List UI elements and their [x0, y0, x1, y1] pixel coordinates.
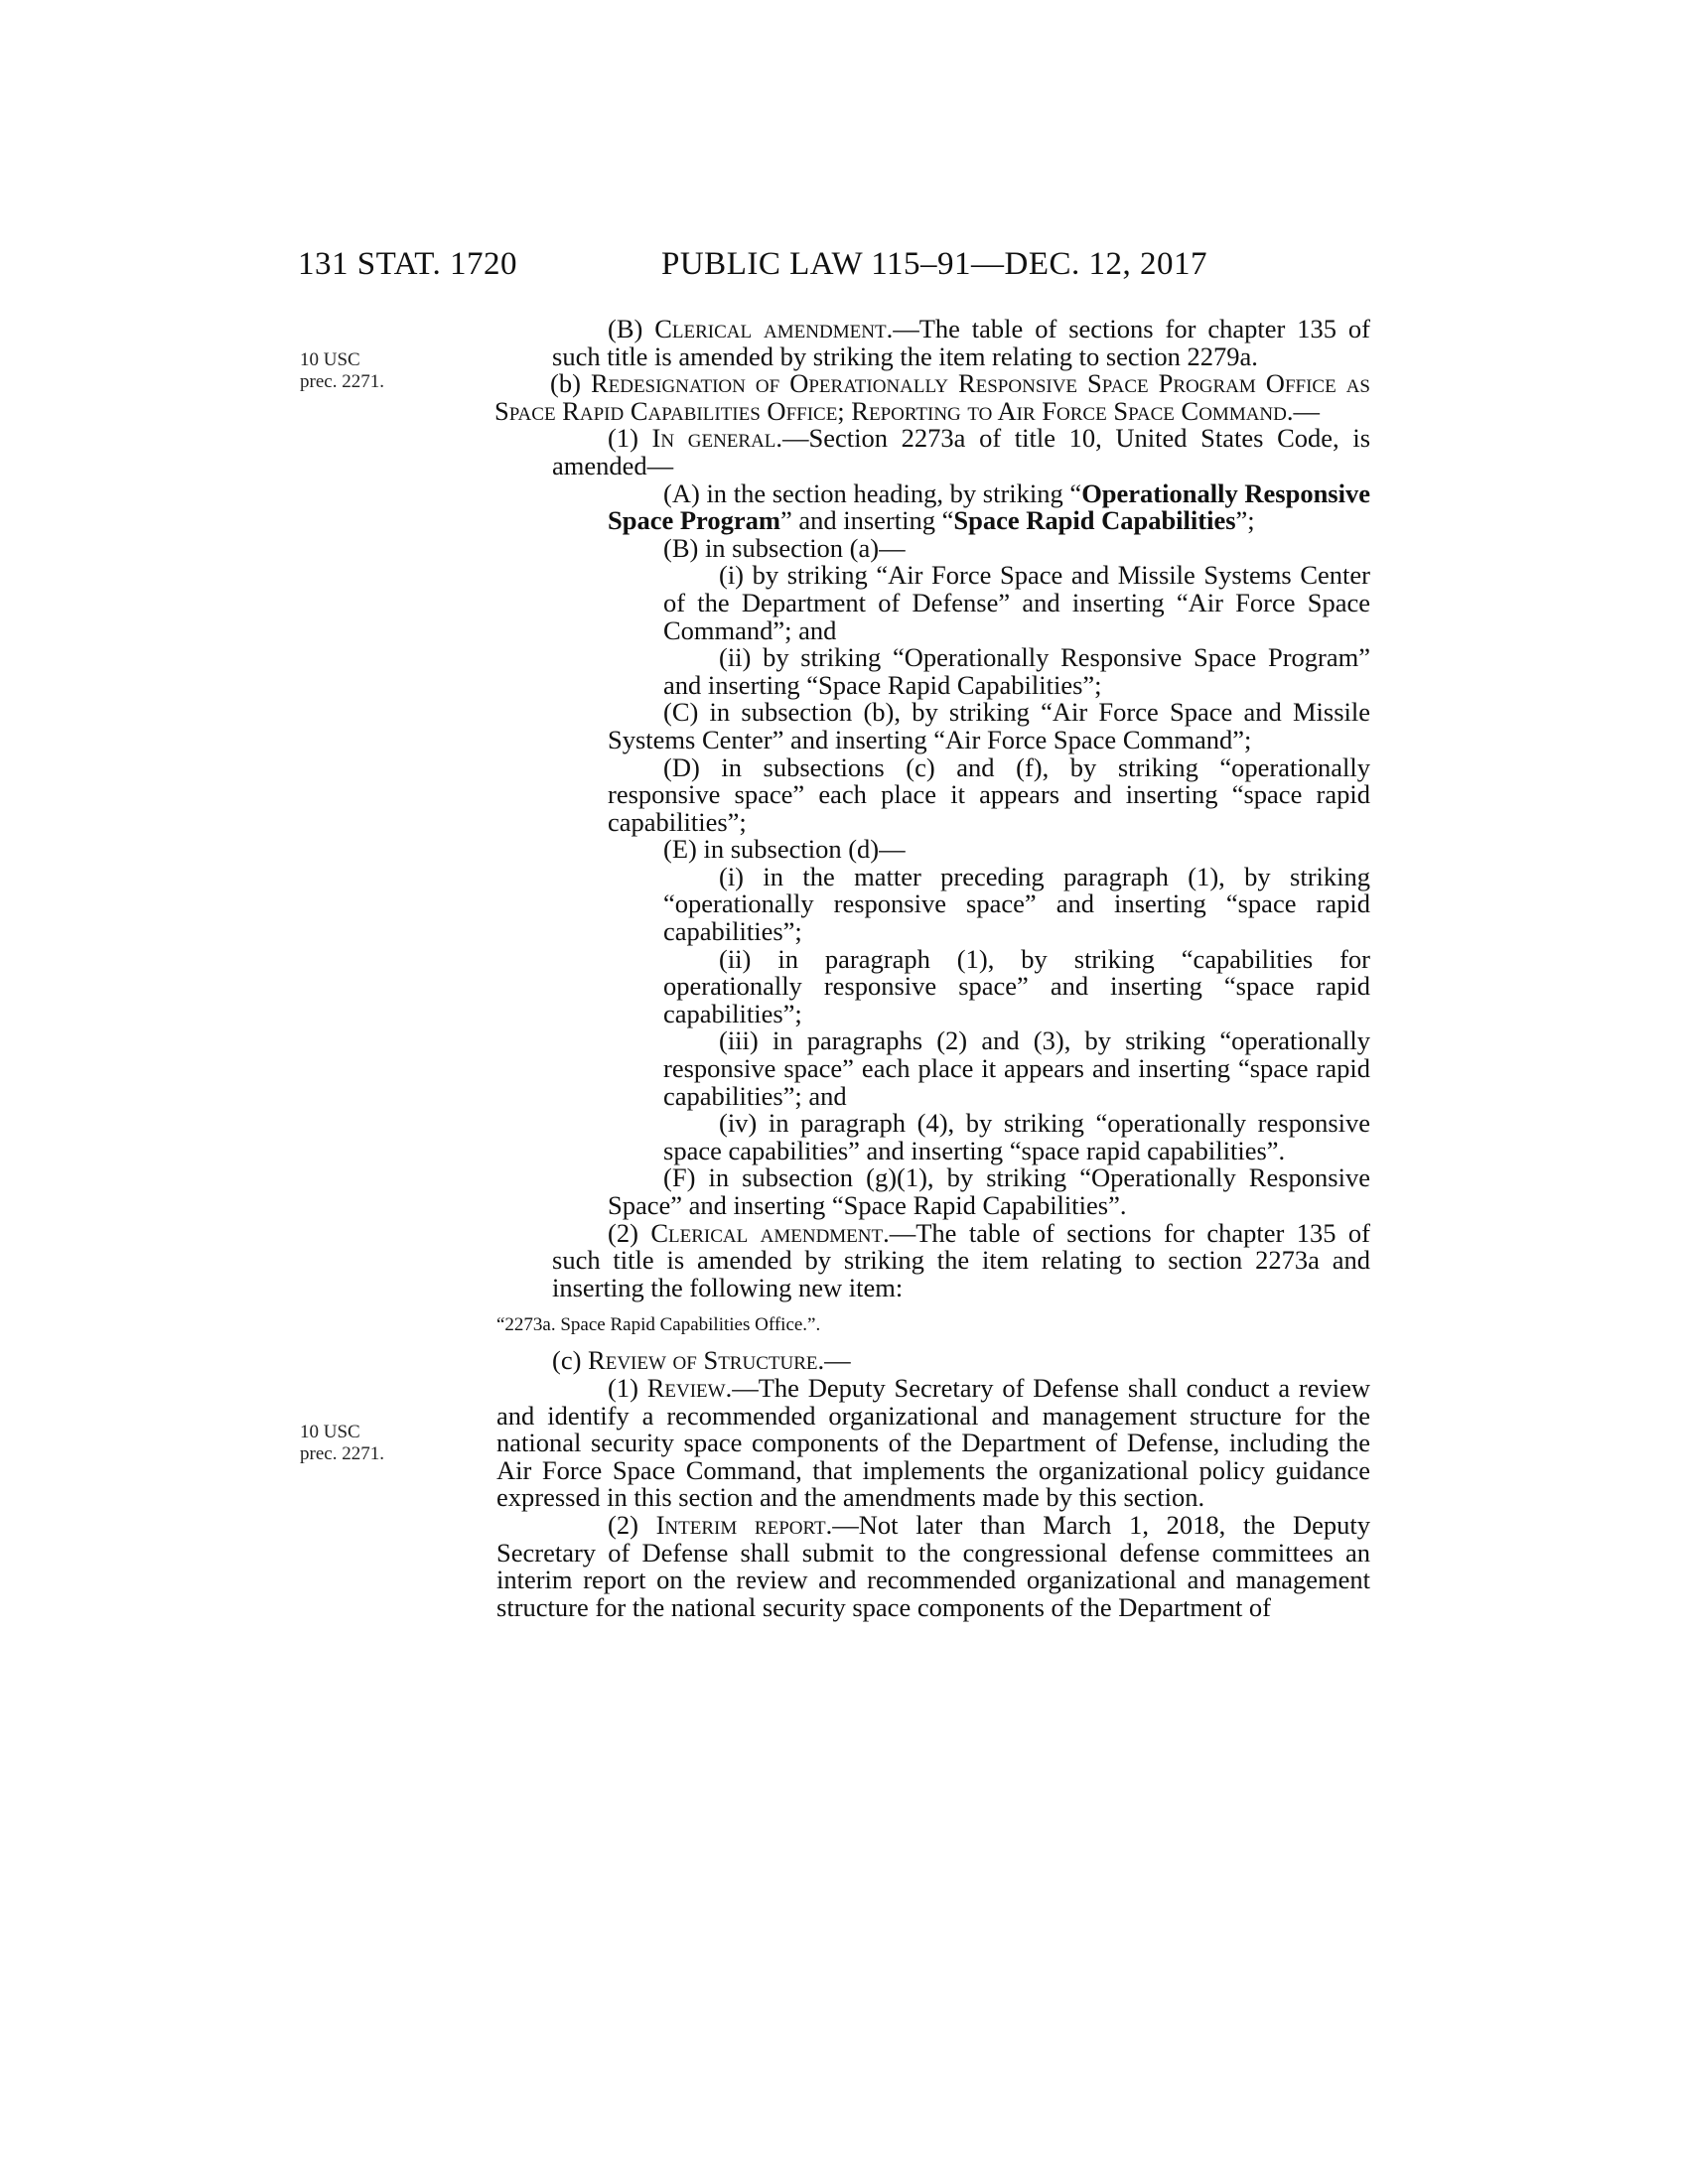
clause-a-section-heading: (A) in the section heading, by striking “Operationally Responsive Space Program” and inserting “Space Rapid Capabilities”; — [608, 478, 1370, 536]
item-i: (i) in the matter preceding paragraph (1), by striking “operationally responsive space” and inserting “space rapid capabilities”; — [663, 861, 1370, 947]
page-header — [298, 246, 1340, 290]
clause-f: (F) in subsection (g)(1), by striking “Operationally Responsive Space” and inserting “Space Rapid Capabilities”. — [608, 1162, 1370, 1220]
item-ii: (ii) in paragraph (1), by striking “capabilities for operationally responsive space” and inserting “space rapid capabilities”; — [663, 943, 1370, 1028]
item-i: (i) by striking “Air Force Space and Missile Systems Center of the Department of Defense” and inserting “Air Force Space Command”; and — [663, 560, 1370, 645]
subsection-c-heading: (c) Review of Structure.— — [552, 1345, 851, 1376]
item-ii: (ii) by striking “Operationally Responsive Space Program” and inserting “Space Rapid Capabilities”; — [663, 642, 1370, 700]
clause-e: (E) in subsection (d)— — [663, 834, 906, 865]
clause-c: (C) in subsection (b), by striking “Air Force Space and Missile Systems Center” and inserting “Air Force Space Command”; — [608, 697, 1370, 754]
clause-d: (D) in subsections (c) and (f), by striking “operationally responsive space” each place it appears and inserting “space rapid capabilities”; — [608, 751, 1370, 837]
item-iii: (iii) in paragraphs (2) and (3), by striking “operationally responsive space” each place it appears and inserting “space rapid capabilities”; and — [663, 1025, 1370, 1111]
clause-b-subsection-a: (B) in subsection (a)— — [663, 532, 906, 563]
statute-page-number: 131 STAT. 1720 — [298, 246, 518, 282]
table-of-sections-item: “2273a. Space Rapid Capabilities Office.”. — [496, 1314, 821, 1336]
item-iv: (iv) in paragraph (4), by striking “operationally responsive space capabilities” and inserting “space rapid capabilities”. — [663, 1108, 1370, 1165]
margin-note-usc: 10 USC prec. 2271. — [300, 1422, 384, 1464]
clerical-amendment-b: (B) Clerical amendment.—The table of sections for chapter 135 of such title is amended by striking the item relating to section 2279a. — [552, 314, 1370, 371]
paragraph-2-interim-report: (2) Interim report.—Not later than March 1, 2018, the Deputy Secretary of Defense shall submit to the congressional defense committees an interim report on the review and recommended organizational and management structure for the national security space components of the Department of — [496, 1509, 1371, 1622]
public-law-title: PUBLIC LAW 115–91—DEC. 12, 2017 — [661, 246, 1208, 282]
paragraph-1-in-general: (1) In general.—Section 2273a of title 10, United States Code, is amended— — [552, 423, 1371, 480]
statute-body — [496, 316, 1370, 1621]
margin-note-usc: 10 USC prec. 2271. — [300, 349, 384, 392]
paragraph-1-review: (1) Review.—The Deputy Secretary of Defense shall conduct a review and identify a recommended organizational and management structure for the national security space components of the Department of Defense, including the Air Force Space Command, that implements the organizational policy guidance expressed in this section and the amendments made by this section. — [496, 1372, 1370, 1513]
subsection-b-heading: (b) Redesignation of Operationally Responsive Space Program Office as Space Rapid Capabilities Office; Reporting to Air Force Space Command.— — [494, 368, 1370, 426]
clerical-amendment-2: (2) Clerical amendment.—The table of sections for chapter 135 of such title is amended by striking the item relating to section 2273a and inserting the following new item: — [552, 1217, 1370, 1302]
